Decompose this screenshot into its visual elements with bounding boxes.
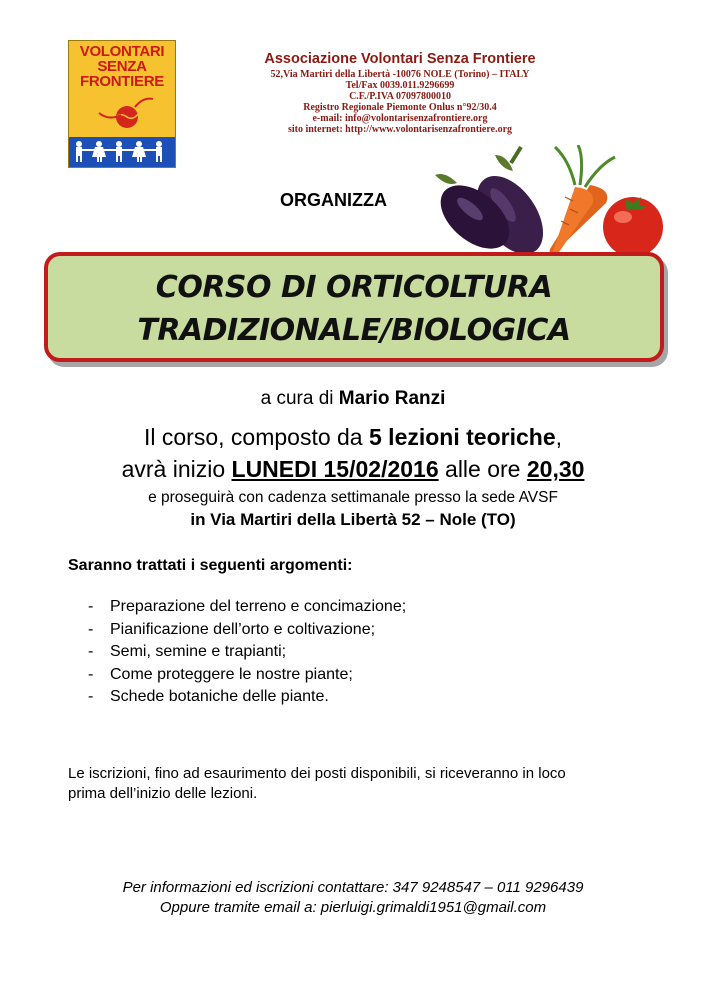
course-frequency-line: e proseguirà con cadenza settimanale presso la sede AVSF — [148, 489, 558, 506]
logo-text-line2: SENZA — [97, 58, 147, 75]
topic-text: Preparazione del terreno e concimazione; — [110, 598, 407, 615]
topic-text: Come proteggere le nostre piante; — [110, 665, 353, 683]
list-item — [88, 641, 406, 664]
course-title-box — [44, 252, 664, 362]
contact-email-line: Oppure tramite email a: pierluigi.grimaldi1951@gmail.com — [159, 899, 547, 916]
topic-text: Schede botaniche delle piante. — [110, 688, 329, 705]
list-item — [88, 664, 406, 687]
course-start-time: 20,30 — [526, 456, 585, 482]
topic-text: Semi, semine e trapianti; — [110, 643, 287, 660]
course-start-date: LUNEDI 15/02/2016 — [231, 456, 439, 482]
association-telfax: Tel/Fax 0039.011.9296699 — [345, 80, 455, 91]
association-address: 52,Via Martiri della Libertà -10076 NOLE (Torino) – ITALY — [270, 69, 530, 80]
course-l2-c: alle ore — [438, 456, 527, 482]
association-email: e-mail: info@volontarisenzafrontiere.org — [312, 113, 488, 124]
topic-text: Pianificazione dell’orto e coltivazione; — [110, 620, 376, 638]
curator-prefix: a cura di — [260, 388, 339, 409]
course-title-line2: TRADIZIONALE/BIOLOGICA — [137, 313, 571, 348]
bullet-dash: - — [88, 620, 94, 638]
list-item — [88, 596, 406, 619]
logo-text-line3: FRONTIERE — [80, 73, 164, 90]
course-l1-c: , — [555, 424, 562, 450]
curator-line — [0, 388, 706, 410]
registration-note-line1: Le iscrizioni, fino ad esaurimento dei posti disponibili, si riceveranno in loco — [68, 765, 566, 782]
course-l2-a: avrà inizio — [121, 456, 232, 482]
organizza-label: ORGANIZZA — [280, 190, 387, 210]
bullet-dash: - — [88, 665, 94, 683]
bullet-dash: - — [88, 688, 94, 705]
course-location-line: in Via Martiri della Libertà 52 – Nole (TO) — [190, 510, 516, 529]
eggplant-carrot-tomato-icon — [425, 145, 665, 260]
association-name: Associazione Volontari Senza Frontiere — [264, 51, 536, 67]
list-item — [88, 686, 406, 709]
registration-note — [68, 764, 658, 804]
bullet-dash: - — [88, 598, 94, 615]
curator-name: Mario Ranzi — [338, 388, 446, 409]
course-l1-a: Il corso, composto da — [144, 424, 369, 450]
association-website: sito internet: http://www.volontarisenzafrontiere.org — [287, 124, 513, 135]
association-registro: Registro Regionale Piemonte Onlus n°92/30.4 — [303, 102, 497, 113]
course-lessons-line — [0, 424, 706, 451]
logo-text-line1: VOLONTARI — [79, 43, 165, 60]
bullet-dash: - — [88, 643, 94, 660]
contact-phone-line: Per informazioni ed iscrizioni contattare: 347 9248547 – 011 9296439 — [122, 879, 584, 896]
course-start-line — [0, 456, 706, 483]
association-logo — [68, 40, 176, 168]
registration-note-line2: prima dell’inizio delle lezioni. — [68, 785, 258, 802]
topics-heading: Saranno trattati i seguenti argomenti: — [68, 557, 353, 574]
course-lessons-count: 5 lezioni teoriche — [369, 424, 556, 450]
association-cf-piva: C.F./P.IVA 07097800010 — [349, 91, 451, 102]
list-item — [88, 619, 406, 642]
course-title-line1: CORSO DI ORTICOLTURA — [155, 270, 553, 305]
topics-list — [88, 596, 406, 709]
